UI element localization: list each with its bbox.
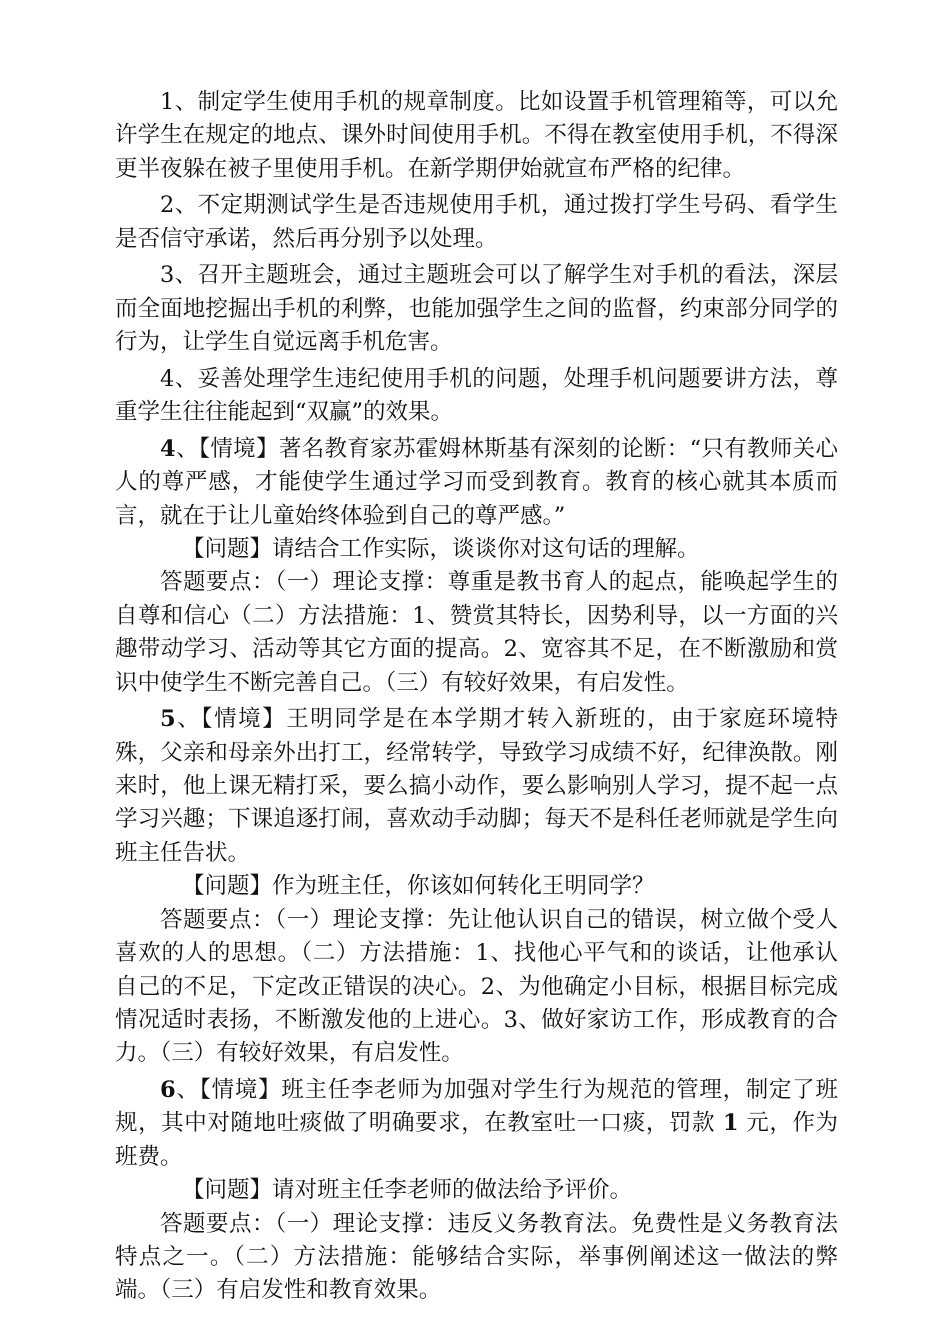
case-4-question: 【问题】请结合工作实际，谈谈你对这句话的理解。 [182,536,700,563]
case-5-situation [115,703,838,870]
case-6-situation-text-a: 、【情境】班主任李老师为加强对学生行为规范的管理，制定了班规，其中对随地吐痰做了明确要求，在教室吐一口痰，罚款 [115,1076,838,1137]
case-5-number: 5 [160,706,176,733]
paragraph-rule-4: 4、妥善处理学生违纪使用手机的问题，处理手机问题要讲方法，尊重学生往往能起到“双赢”的效果。 [115,365,838,426]
case-6-answer: 答题要点：（一）理论支撑：违反义务教育法。免费性是义务教育法特点之一。（二）方法措施：能够结合实际，举事例阐述这一做法的弊端。（三）有启发性和教育效果。 [115,1210,838,1304]
case-5-answer: 答题要点：（一）理论支撑：先让他认识自己的错误，树立做个受人喜欢的人的思想。（二）方法措施：1、找他心平气和的谈话，让他承认自己的不足，下定改正错误的决心。2、为他确定小目标，根据目标完成情况适时表扬，不断激发他的上进心。3、做好家访工作，形成教育的合力。（三）有较好效果，有启发性。 [115,906,838,1067]
fine-amount: 1 [722,1110,739,1137]
paragraph-rule-3: 3、召开主题班会，通过主题班会可以了解学生对手机的看法，深层而全面地挖掘出手机的利弊，也能加强学生之间的监督，约束部分同学的行为，让学生自觉远离手机危害。 [115,262,838,356]
case-6-situation [115,1074,838,1174]
case-6-question: 【问题】请对班主任李老师的做法给予评价。 [182,1177,633,1204]
paragraph-rule-1: 1、制定学生使用手机的规章制度。比如设置手机管理箱等，可以允许学生在规定的地点、课外时间使用手机。不得在教室使用手机，不得深更半夜躲在被子里使用手机。在新学期伊始就宣布严格的纪律。 [115,89,838,182]
case-4-number: 4 [160,435,176,462]
case-5-question: 【问题】作为班主任，你该如何转化王明同学？ [182,873,655,900]
case-4-answer: 答题要点：（一）理论支撑：尊重是教书育人的起点，能唤起学生的自尊和信心（二）方法措施：1、赞赏其特长，因势利导，以一方面的兴趣带动学习、活动等其它方面的提高。2、宽容其不足，在不断激励和赏识中使学生不断完善自己。（三）有较好效果，有启发性。 [115,569,838,696]
case-4-situation [115,433,838,533]
document-body [115,86,838,1308]
case-6-number: 6 [160,1076,176,1103]
case-6-situation-text-b: 元，作为班费。 [115,1110,838,1170]
case-5-situation-text: 、【情境】王明同学是在本学期才转入新班的，由于家庭环境特殊，父亲和母亲外出打工，经常转学，导致学习成绩不好，纪律涣散。刚来时，他上课无精打采，要么搞小动作，要么影响别人学习，提不起一点学习兴趣；下课追逐打闹，喜欢动手动脚；每天不是科任老师就是学生向班主任告状。 [115,706,838,866]
case-4-situation-text: 、【情境】著名教育家苏霍姆林斯基有深刻的论断：“只有教师关心人的尊严感，才能使学生通过学习而受到教育。教育的核心就其本质而言，就在于让儿童始终体验到自己的尊严感。” [115,435,838,529]
paragraph-rule-2: 2、不定期测试学生是否违规使用手机，通过拨打学生号码、看学生是否信守承诺，然后再分别予以处理。 [115,192,838,252]
